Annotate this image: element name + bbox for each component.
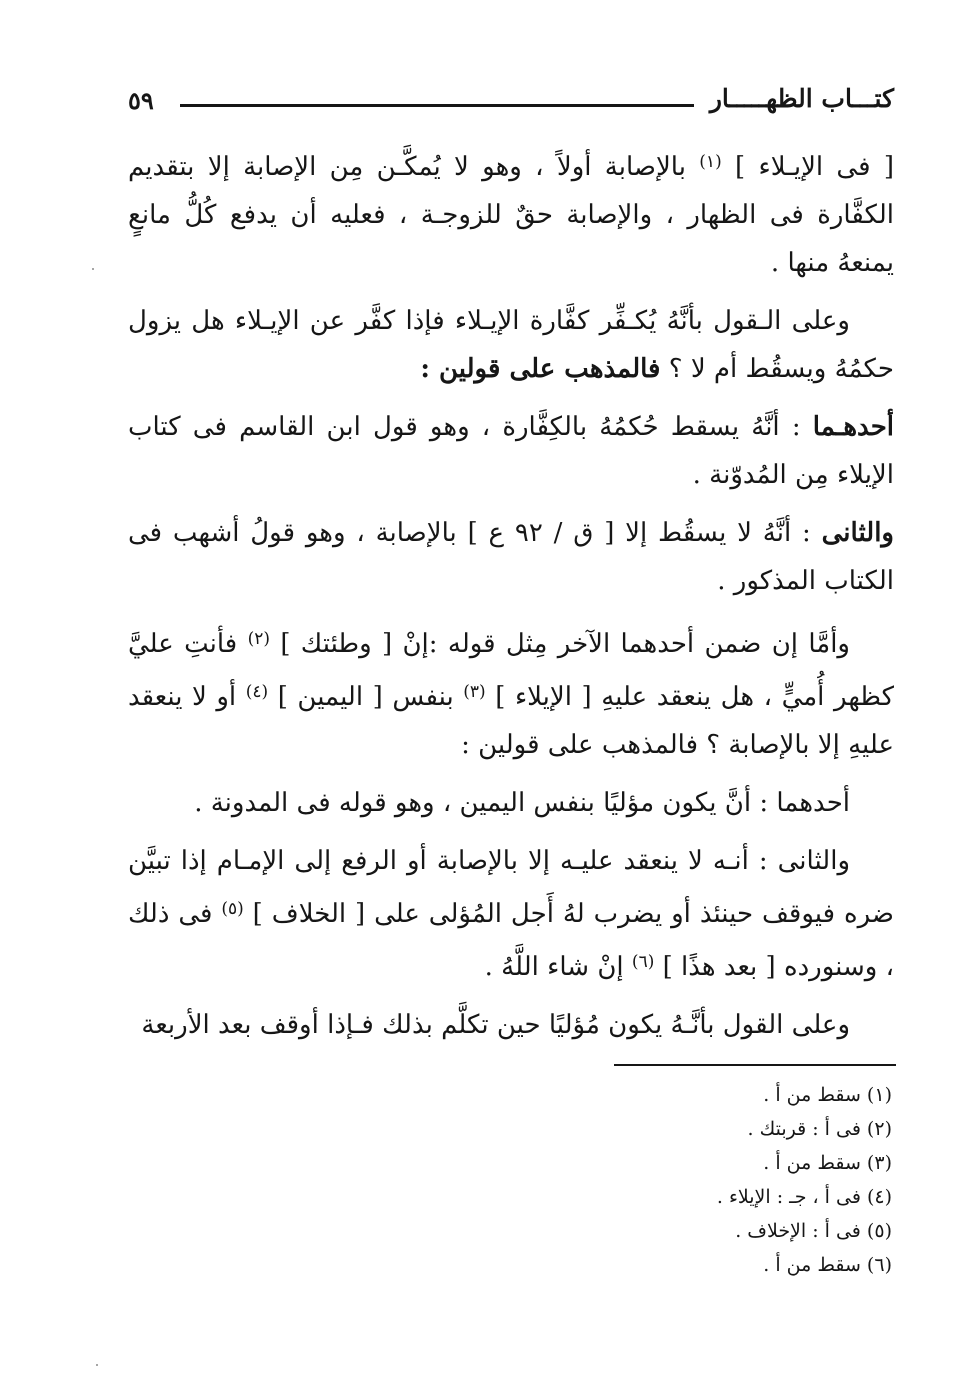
footnote-rule bbox=[614, 1064, 896, 1066]
body-text bbox=[128, 138, 894, 1059]
text-run: فأنتِ عليَّ كظهر أُميٍّ ، هل ينعقد عليهِ [ الإيلاء ] bbox=[128, 629, 895, 712]
paragraph bbox=[128, 615, 894, 769]
text-run: وعلى القول بأنَّـهُ يكون مُؤليًا حين تكلَّم بذلك فـإذا أوقف بعد الأربعة bbox=[141, 1010, 850, 1040]
footnote: (٦) سقط من أ . bbox=[763, 1254, 892, 1276]
footnote: (٤) فى أ ، جـ : الإيلاء . bbox=[716, 1186, 892, 1208]
running-head bbox=[128, 80, 894, 124]
text-run: أحدهما : أنَّ يكون مؤليًا بنفس اليمين ، وهو قوله فى المدونة . bbox=[194, 788, 850, 818]
bold-phrase: أحدهـما bbox=[812, 412, 894, 442]
footnote-marker: (٣) bbox=[463, 682, 486, 702]
text-run: : أنَّهُ لا يسقُط إلا [ ق / ٩٢ ع ] بالإصابة ، وهو قولُ أشهب فى الكتاب المذكور . bbox=[128, 518, 894, 596]
paragraph bbox=[128, 509, 894, 605]
header-rule bbox=[180, 104, 694, 107]
paragraph bbox=[128, 138, 894, 287]
paragraph bbox=[128, 403, 894, 499]
footnote-marker: (٤) bbox=[245, 682, 269, 702]
page-number: ٥٩ bbox=[128, 86, 154, 115]
footnote: (٣) سقط من أ . bbox=[763, 1152, 892, 1174]
text-run: فى ذلك ، وسنورده [ بعد هذًا ] bbox=[128, 899, 894, 982]
text-run: والثانى : أنـه لا ينعقد عليـه إلا بالإصابة أو الرفع إلى الإمـام إذا تبيَّن ضره فيوقف حينئذ أو يضرب لهُ أَجل المُؤلى على [ الخلاف ] bbox=[128, 846, 894, 929]
text-run: : أنَّهُ يسقط حُكمُهُ بالكِفَّارة ، وهو قول ابن القاسم فى كتاب الإيلاء مِن المُدوّنة . bbox=[128, 412, 894, 490]
footnote-marker: (٥) bbox=[221, 899, 244, 919]
text-run: إنْ شاء اللَّهُ . bbox=[484, 952, 632, 982]
footnote-marker: (٦) bbox=[631, 952, 655, 972]
text-run: بالإصابة أولاً ، وهو لا يُمكَّـن مِن الإصابة إلا بتقديم الكفَّارة فى الظهار ، والإصابة حقٌ للزوجـة ، فعليه أن يدفع كُلُّ مانعٍ يمنعهُ منها . bbox=[128, 152, 894, 278]
text-run: وعلى الـقول بأنَّهُ يُكـفِّر كفَّارة الإيـلاء فإذا كفَّر عن الإيـلاء هل يزول حكمُهُ ويسقُط أم لا ؟ bbox=[128, 306, 894, 384]
paragraph bbox=[128, 779, 894, 827]
bold-phrase: فالمذهب على قولين : bbox=[420, 354, 661, 384]
footnote: (٥) فى أ : الإخلاف . bbox=[735, 1220, 892, 1242]
text-run: [ فى الإيـلاء ] bbox=[721, 152, 894, 182]
paragraph bbox=[128, 837, 894, 991]
scan-speck bbox=[92, 268, 94, 270]
text-run: أو لا ينعقد عليهِ إلا بالإصابة ؟ فالمذهب على قولين : bbox=[128, 682, 894, 760]
scan-speck bbox=[96, 1364, 98, 1366]
text-run: بنفس [ اليمين ] bbox=[268, 682, 464, 712]
footnotes bbox=[532, 1078, 892, 1282]
paragraph bbox=[128, 297, 894, 393]
footnote-marker: (٢) bbox=[247, 629, 270, 649]
text-run: وأمَّا إن ضمن أحدهما الآخر مِثل قوله :إنْ [ وطئتك ] bbox=[270, 629, 850, 659]
footnote: (٢) فى أ : قربتك . bbox=[747, 1118, 892, 1140]
footnote-marker: (١) bbox=[699, 152, 722, 172]
book-title: كتـــاب الظهـــــار bbox=[709, 84, 894, 113]
bold-phrase: والثانى bbox=[821, 518, 894, 548]
paragraph bbox=[128, 1001, 894, 1049]
footnote: (١) سقط من أ . bbox=[763, 1084, 892, 1106]
